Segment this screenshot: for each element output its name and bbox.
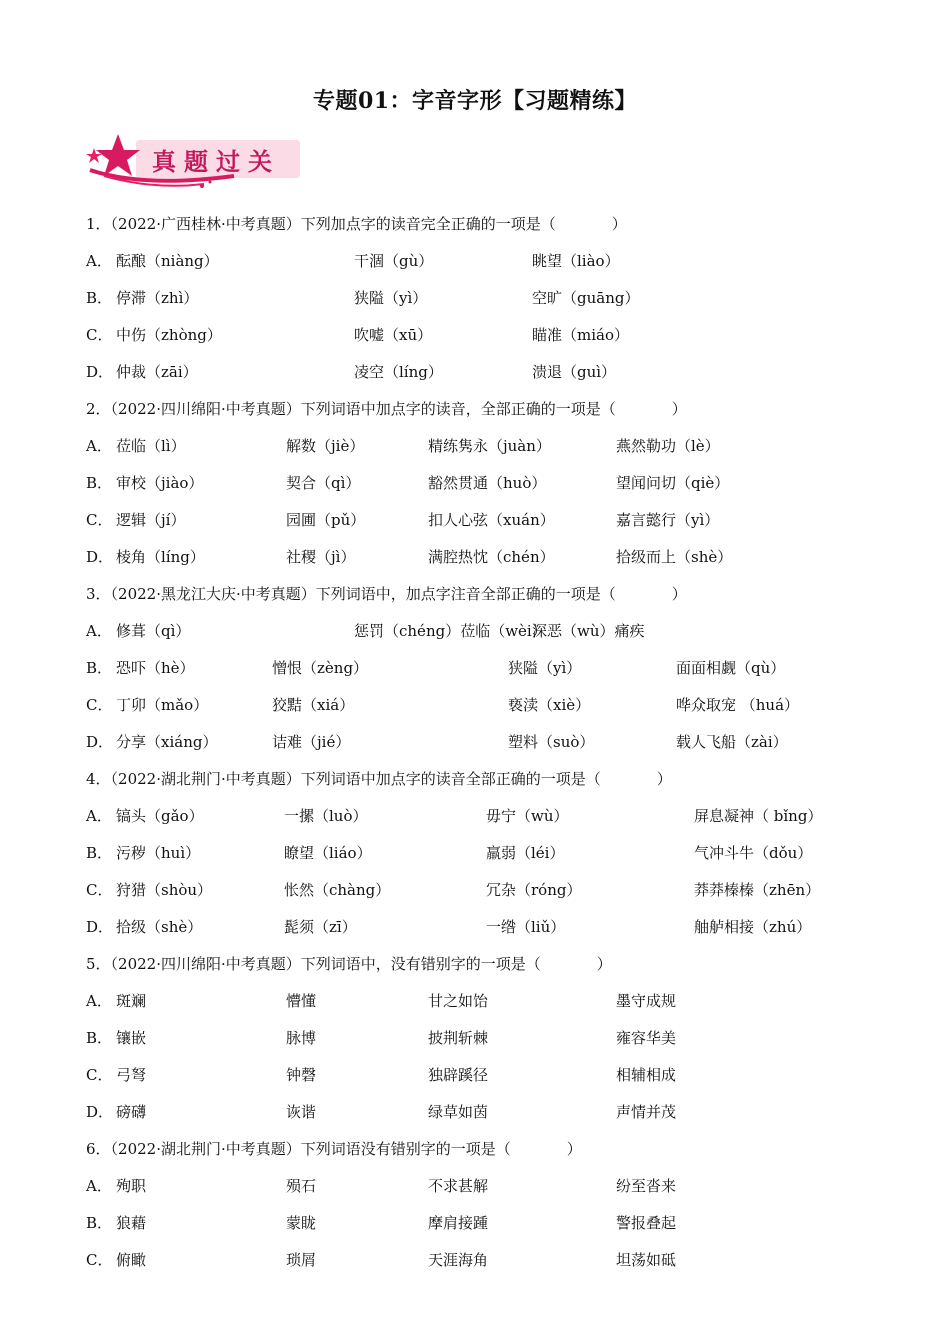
option-word: 斑斓 <box>116 992 147 1010</box>
option-word: 酝酿（niàng） <box>116 252 219 270</box>
option-word: 瞭望（liáo） <box>284 844 372 862</box>
option-word: 瞄准（miáo） <box>532 326 629 344</box>
option-letter: B． <box>86 1029 113 1047</box>
option-word: 屏息凝神（ bǐng） <box>694 807 823 825</box>
option-word: 憎恨（zèng） <box>272 659 369 677</box>
option-word: 警报叠起 <box>616 1214 677 1232</box>
option-row[interactable] <box>86 872 886 909</box>
option-word: 钟磬 <box>286 1066 317 1084</box>
option-word: 绿草如茵 <box>428 1103 489 1121</box>
option-word: 殉职 <box>116 1177 147 1195</box>
option-word: 甘之如饴 <box>428 992 489 1010</box>
option-word: 契合（qì） <box>286 474 361 492</box>
option-word: 仲裁（zāi） <box>116 363 198 381</box>
option-word: 懵懂 <box>286 992 317 1010</box>
option-letter: D． <box>86 733 114 751</box>
option-letter: B． <box>86 1214 113 1232</box>
option-word: 莽莽榛榛（zhēn） <box>694 881 821 899</box>
option-letter: C． <box>86 881 113 899</box>
option-word: 惩罚（chéng）莅临（wèi） <box>354 622 547 640</box>
option-word: 望闻问切（qiè） <box>616 474 730 492</box>
option-row[interactable] <box>86 687 886 724</box>
option-word: 纷至沓来 <box>616 1177 677 1195</box>
option-word: 拾级（shè） <box>116 918 203 936</box>
option-letter: A． <box>86 1177 112 1195</box>
option-word: 燕然勒功（lè） <box>616 437 720 455</box>
option-word: 镐头（gǎo） <box>116 807 204 825</box>
option-row[interactable] <box>86 354 886 391</box>
option-word: 干涸（gù） <box>354 252 434 270</box>
option-word: 凌空（líng） <box>354 363 443 381</box>
option-row[interactable] <box>86 1094 886 1131</box>
option-word: 俯瞰 <box>116 1251 147 1269</box>
option-word: 磅礴 <box>116 1103 147 1121</box>
option-word: 雍容华美 <box>616 1029 677 1047</box>
option-row[interactable] <box>86 539 886 576</box>
option-letter: A． <box>86 992 112 1010</box>
question-stem <box>86 206 886 243</box>
option-row[interactable] <box>86 724 886 761</box>
option-word: 精练隽永（juàn） <box>428 437 551 455</box>
question-text: 3．（2022·黑龙江大庆·中考真题）下列词语中，加点字注音全部正确的一项是（ <box>86 585 616 603</box>
banner-label: 真题过关 <box>152 147 280 176</box>
option-word: 声情并茂 <box>616 1103 677 1121</box>
page-title: 专题01：字音字形【习题精练】 <box>312 88 638 114</box>
option-letter: B． <box>86 474 113 492</box>
option-word: 停滞（zhì） <box>116 289 199 307</box>
option-word: 分享（xiáng） <box>116 733 218 751</box>
option-word: 舳舻相接（zhú） <box>694 918 812 936</box>
question-text-end: ） <box>566 1140 582 1158</box>
option-word: 空旷（guāng） <box>532 289 640 307</box>
option-word: 一摞（luò） <box>284 807 368 825</box>
option-word: 不求甚解 <box>428 1177 489 1195</box>
option-row[interactable] <box>86 650 886 687</box>
option-row[interactable] <box>86 465 886 502</box>
option-row[interactable] <box>86 909 886 946</box>
question-text: 2．（2022·四川绵阳·中考真题）下列词语中加点字的读音，全部正确的一项是（ <box>86 400 616 418</box>
option-word: 亵渎（xiè） <box>508 696 591 714</box>
option-row[interactable] <box>86 1242 886 1279</box>
option-word: 逻辑（jí） <box>116 511 186 529</box>
option-word: 狩猎（shòu） <box>116 881 213 899</box>
option-word: 狡黠（xiá） <box>272 696 355 714</box>
option-word: 面面相觑（qù） <box>676 659 786 677</box>
option-word: 深恶（wù）痛疾 <box>532 622 645 640</box>
question-text-end: ） <box>671 400 687 418</box>
option-word: 一绺（liǔ） <box>486 918 566 936</box>
option-row[interactable] <box>86 1168 886 1205</box>
option-word: 镶嵌 <box>116 1029 147 1047</box>
option-word: 塑料（suò） <box>508 733 595 751</box>
option-word: 豁然贯通（huò） <box>428 474 547 492</box>
question-stem <box>86 1131 886 1168</box>
option-word: 髭须（zī） <box>284 918 357 936</box>
option-word: 怅然（chàng） <box>284 881 391 899</box>
option-word: 园圃（pǔ） <box>286 511 366 529</box>
option-word: 毋宁（wù） <box>486 807 569 825</box>
option-letter: D． <box>86 1103 114 1121</box>
option-letter: D． <box>86 363 114 381</box>
option-word: 棱角（líng） <box>116 548 205 566</box>
option-row[interactable] <box>86 1205 886 1242</box>
option-word: 诘难（jié） <box>272 733 351 751</box>
option-letter: A． <box>86 437 112 455</box>
question-list <box>86 206 886 1279</box>
option-row[interactable] <box>86 798 886 835</box>
option-word: 眺望（liào） <box>532 252 620 270</box>
option-word: 脉博 <box>286 1029 317 1047</box>
option-word: 琐屑 <box>286 1251 317 1269</box>
option-word: 解数（jiè） <box>286 437 365 455</box>
option-letter: C． <box>86 511 113 529</box>
question-text: 6．（2022·湖北荆门·中考真题）下列词语没有错别字的一项是（ <box>86 1140 511 1158</box>
option-word: 相辅相成 <box>616 1066 677 1084</box>
option-word: 拾级而上（shè） <box>616 548 733 566</box>
option-word: 冗杂（róng） <box>486 881 582 899</box>
option-word: 修葺（qì） <box>116 622 191 640</box>
option-letter: C． <box>86 326 113 344</box>
option-word: 殒石 <box>286 1177 317 1195</box>
option-word: 摩肩接踵 <box>428 1214 489 1232</box>
option-row[interactable] <box>86 243 886 280</box>
option-word: 气冲斗牛（dǒu） <box>694 844 813 862</box>
option-word: 披荆斩棘 <box>428 1029 489 1047</box>
option-row[interactable] <box>86 317 886 354</box>
option-word: 弓弩 <box>116 1066 147 1084</box>
option-word: 狭隘（yì） <box>354 289 428 307</box>
option-row[interactable] <box>86 613 886 650</box>
option-letter: A． <box>86 252 112 270</box>
option-word: 满腔热忱（chén） <box>428 548 555 566</box>
option-word: 蒙眬 <box>286 1214 317 1232</box>
option-letter: D． <box>86 548 114 566</box>
option-word: 羸弱（léi） <box>486 844 565 862</box>
option-letter: A． <box>86 622 112 640</box>
option-word: 狭隘（yì） <box>508 659 582 677</box>
option-letter: D． <box>86 918 114 936</box>
option-row[interactable] <box>86 1057 886 1094</box>
question-text-end: ） <box>656 770 672 788</box>
option-letter: C． <box>86 696 113 714</box>
option-word: 独辟蹊径 <box>428 1066 489 1084</box>
option-word: 吹嘘（xū） <box>354 326 433 344</box>
option-word: 扣人心弦（xuán） <box>428 511 555 529</box>
option-letter: C． <box>86 1066 113 1084</box>
option-word: 嘉言懿行（yì） <box>616 511 720 529</box>
question-stem <box>86 391 886 428</box>
option-word: 天涯海角 <box>428 1251 489 1269</box>
option-letter: A． <box>86 807 112 825</box>
option-row[interactable] <box>86 502 886 539</box>
option-row[interactable] <box>86 835 886 872</box>
question-text: 4．（2022·湖北荆门·中考真题）下列词语中加点字的读音全部正确的一项是（ <box>86 770 601 788</box>
question-text: 5．（2022·四川绵阳·中考真题）下列词语中，没有错别字的一项是（ <box>86 955 541 973</box>
option-word: 中伤（zhòng） <box>116 326 222 344</box>
option-word: 恐吓（hè） <box>116 659 195 677</box>
option-letter: C． <box>86 1251 113 1269</box>
question-stem <box>86 576 886 613</box>
option-row[interactable] <box>86 983 886 1020</box>
option-row[interactable] <box>86 428 886 465</box>
question-text-end: ） <box>611 215 627 233</box>
option-word: 哗众取宠 （huá） <box>676 696 800 714</box>
option-word: 狼藉 <box>116 1214 147 1232</box>
option-letter: B． <box>86 289 113 307</box>
option-word: 莅临（lì） <box>116 437 186 455</box>
question-text: 1．（2022·广西桂林·中考真题）下列加点字的读音完全正确的一项是（ <box>86 215 556 233</box>
option-word: 墨守成规 <box>616 992 677 1010</box>
question-stem <box>86 761 886 798</box>
option-letter: B． <box>86 844 113 862</box>
option-word: 溃退（guì） <box>532 363 617 381</box>
option-row[interactable] <box>86 1020 886 1057</box>
option-letter: B． <box>86 659 113 677</box>
option-word: 污秽（huì） <box>116 844 201 862</box>
option-word: 社稷（jì） <box>286 548 356 566</box>
question-stem <box>86 946 886 983</box>
option-word: 丁卯（mǎo） <box>116 696 209 714</box>
question-text-end: ） <box>671 585 687 603</box>
section-banner <box>84 130 304 192</box>
option-word: 诙谐 <box>286 1103 317 1121</box>
option-word: 载人飞船（zài） <box>676 733 788 751</box>
option-word: 坦荡如砥 <box>616 1251 677 1269</box>
option-word: 审校（jiào） <box>116 474 204 492</box>
option-row[interactable] <box>86 280 886 317</box>
question-text-end: ） <box>596 955 612 973</box>
